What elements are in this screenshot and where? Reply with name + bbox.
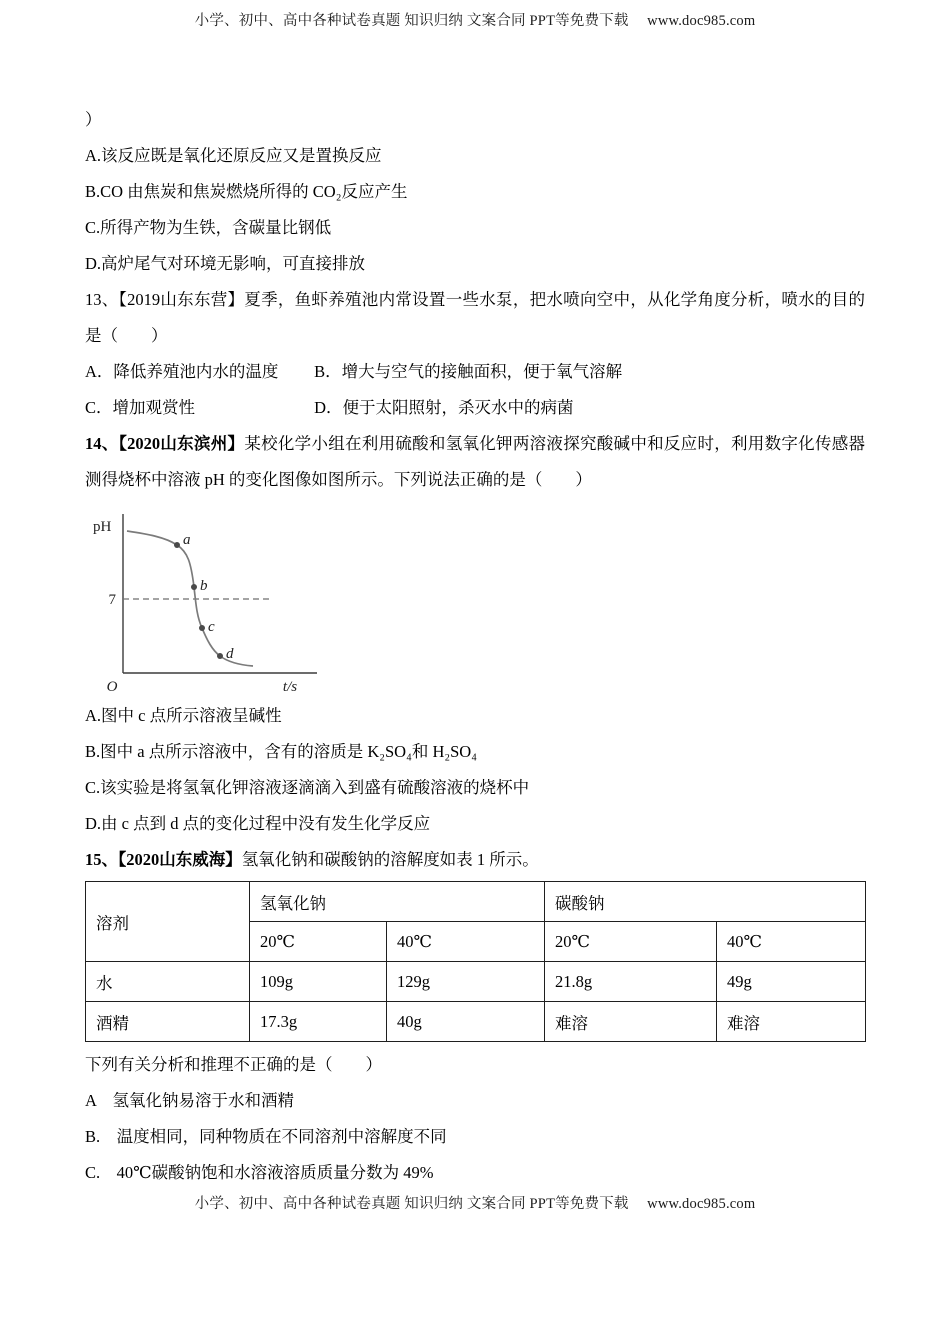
q15-option-b: B. 温度相同，同种物质在不同溶剂中溶解度不同 <box>85 1127 447 1146</box>
ph-curve-figure <box>85 501 865 696</box>
q12-close-paren-line: ） <box>85 110 102 129</box>
table-header-row-1 <box>86 882 866 922</box>
point-c-dot <box>199 625 205 631</box>
y-axis-label: pH <box>93 519 112 535</box>
q12-option-a: A.该反应既是氧化还原反应又是置换反应 <box>85 146 382 165</box>
origin-label: O <box>106 679 118 695</box>
q15-stem <box>85 842 865 878</box>
q15-stem-text: 氢氧化钠和碳酸钠的溶解度如表 1 所示。 <box>241 850 539 869</box>
q15-option-c: C. 40℃碳酸钠饱和水溶液溶质质量分数为 49% <box>85 1163 434 1182</box>
point-c-label: c <box>208 619 215 635</box>
q12-option-d: D.高炉尾气对环境无影响，可直接排放 <box>85 254 366 273</box>
table-temp-cell: 20℃ <box>545 922 717 962</box>
page-footer: 小学、初中、高中各种试卷真题 知识归纳 文案合同 PPT等免费下载 www.doc985.com <box>194 1196 756 1212</box>
point-d-dot <box>217 653 223 659</box>
table-cell: 难溶 <box>717 1002 866 1042</box>
q12-option-c: C.所得产物为生铁，含碳量比钢低 <box>85 218 332 237</box>
table-temp-cell: 40℃ <box>717 922 866 962</box>
table-cell: 17.3g <box>250 1002 387 1042</box>
table-row-label: 酒精 <box>86 1002 250 1042</box>
q14-option-c: C.该实验是将氢氧化钾溶液逐滴滴入到盛有硫酸溶液的烧杯中 <box>85 778 530 797</box>
q13-stem: 13、【2019山东东营】夏季，鱼虾养殖池内常设置一些水泵，把水喷向空中，从化学角度分析，喷水的目的是（ ） <box>85 290 865 345</box>
solubility-table <box>85 881 866 1042</box>
q13-option-b: B．增大与空气的接触面积，便于氧气溶解 <box>314 362 623 381</box>
ph-curve-chart <box>85 501 335 696</box>
table-corner-cell: 溶剂 <box>86 882 250 962</box>
table-cell: 21.8g <box>545 962 717 1002</box>
point-b-dot <box>191 584 197 590</box>
table-row-label: 水 <box>86 962 250 1002</box>
q14-stem-text: 某校化学小组在利用硫酸和氢氧化钾两溶液探究酸碱中和反应时，利用数字化传感器测得烧杯中溶液 pH 的变化图像如图所示。下列说法正确的是（ ） <box>85 434 866 489</box>
table-group-naoh: 氢氧化钠 <box>250 882 545 922</box>
point-a-dot <box>174 542 180 548</box>
q13-options-row-1 <box>85 354 865 390</box>
page-header: 小学、初中、高中各种试卷真题 知识归纳 文案合同 PPT等免费下载 www.doc985.com <box>194 13 756 29</box>
q13-option-c: C．增加观赏性 <box>85 398 196 417</box>
q13-option-d: D．便于太阳照射，杀灭水中的病菌 <box>314 398 574 417</box>
table-row-water <box>86 962 866 1002</box>
point-d-label: d <box>226 646 234 662</box>
q14-option-a: A.图中 c 点所示溶液呈碱性 <box>85 706 282 725</box>
table-row-alcohol <box>86 1002 866 1042</box>
q12-option-b: B.CO 由焦炭和焦炭燃烧所得的 CO₂反应产生 <box>85 182 408 201</box>
q14-option-d: D.由 c 点到 d 点的变化过程中没有发生化学反应 <box>85 814 431 833</box>
q15-option-a: A 氢氧化钠易溶于水和酒精 <box>85 1091 295 1110</box>
q15-label: 15、【2020山东威海】 <box>85 850 242 869</box>
q15-question-line: 下列有关分析和推理不正确的是（ ） <box>85 1055 382 1074</box>
q14-label: 14、【2020山东滨州】 <box>85 434 245 453</box>
table-cell: 难溶 <box>545 1002 717 1042</box>
table-cell: 109g <box>250 962 387 1002</box>
q13-option-a: A．降低养殖池内水的温度 <box>85 362 279 381</box>
q14-stem <box>85 426 865 498</box>
table-cell: 129g <box>387 962 545 1002</box>
document-content <box>0 102 950 1191</box>
table-cell: 49g <box>717 962 866 1002</box>
table-temp-cell: 20℃ <box>250 922 387 962</box>
x-axis-label: t/s <box>282 679 298 695</box>
ref-value-label: 7 <box>108 592 116 608</box>
q13-options-row-2 <box>85 390 865 426</box>
point-b-label: b <box>200 578 208 594</box>
point-a-label: a <box>183 532 191 548</box>
table-temp-cell: 40℃ <box>387 922 545 962</box>
table-group-na2co3: 碳酸钠 <box>545 882 866 922</box>
table-cell: 40g <box>387 1002 545 1042</box>
q14-option-b: B.图中 a 点所示溶液中，含有的溶质是 K₂SO₄和 H₂SO₄ <box>85 742 477 761</box>
